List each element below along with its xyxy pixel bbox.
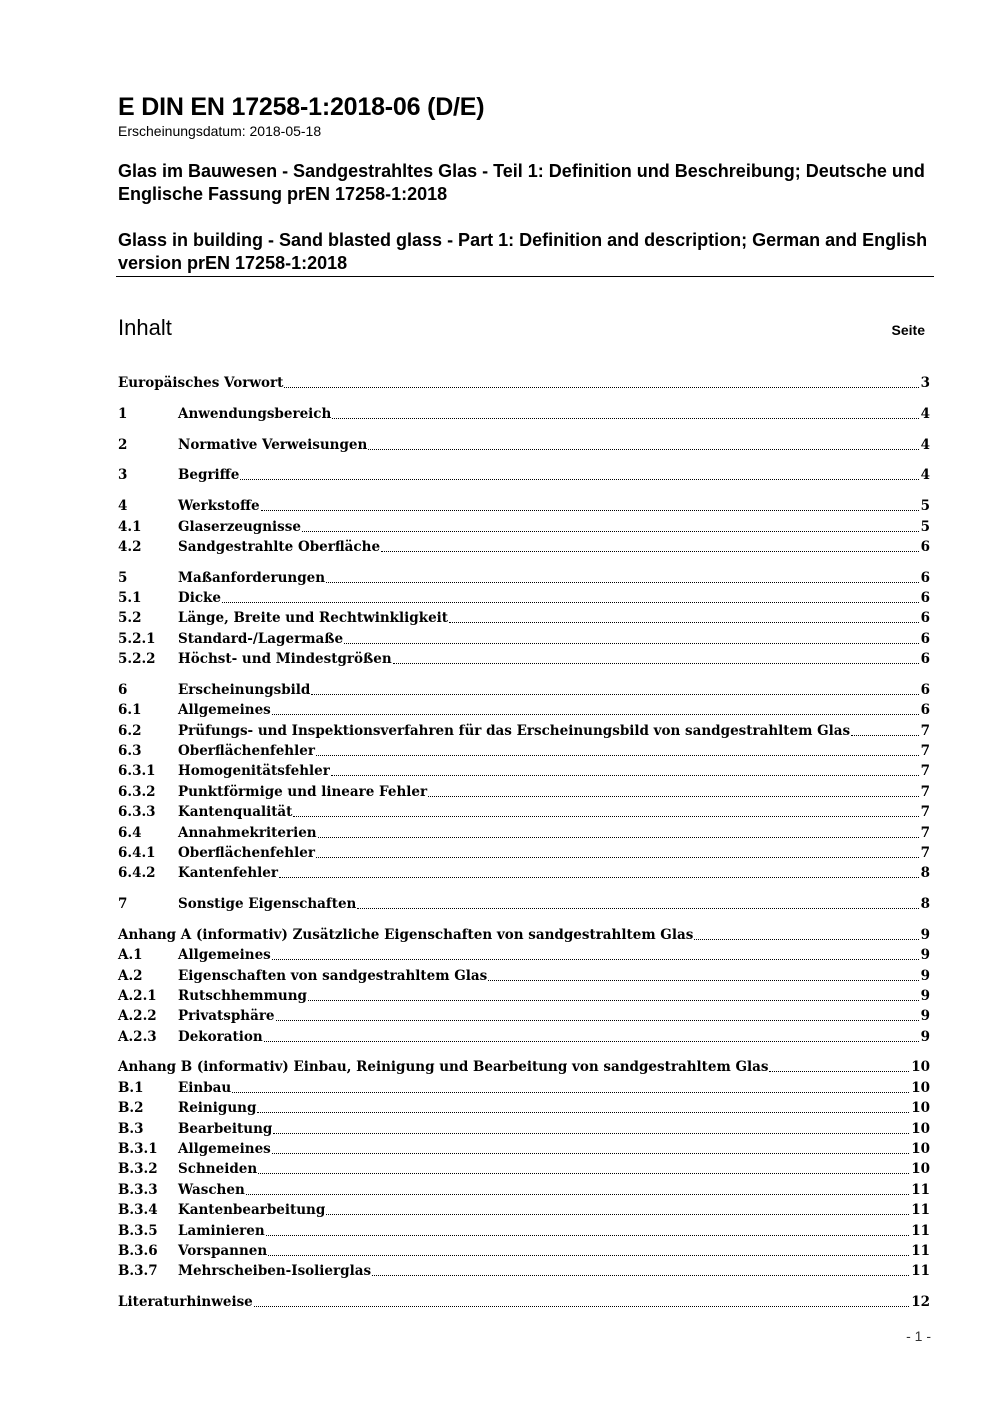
toc-entry-number: A.2.1 [118, 987, 157, 1004]
header-divider [116, 276, 934, 277]
toc-entry-number: 3 [118, 467, 128, 484]
toc-entry-number: 6.3.1 [118, 763, 156, 780]
table-of-contents [118, 372, 930, 1311]
toc-dot-leader [279, 877, 919, 878]
toc-entry-page: 7 [920, 804, 930, 821]
toc-dot-leader [316, 857, 919, 858]
toc-page-column-label: Seite [891, 322, 925, 338]
toc-dot-leader [372, 1275, 909, 1276]
toc-entry-number: A.2.2 [118, 1008, 157, 1025]
toc-entry[interactable] [118, 1097, 930, 1117]
toc-entry-page: 9 [920, 987, 930, 1004]
toc-entry-title: Einbau [178, 1079, 232, 1096]
toc-entry-number: B.3.3 [118, 1181, 158, 1198]
toc-entry-page: 6 [920, 590, 930, 606]
toc-entry-number: 6.3.3 [118, 804, 156, 821]
toc-entry-number: 4 [118, 498, 128, 515]
toc-entry[interactable] [118, 1056, 930, 1076]
toc-entry-page: 10 [911, 1100, 930, 1117]
toc-entry[interactable] [118, 1158, 930, 1178]
toc-entry-page: 7 [920, 743, 930, 760]
toc-dot-leader [344, 643, 919, 644]
toc-entry[interactable] [118, 678, 930, 698]
toc-dot-leader [851, 735, 918, 736]
toc-entry-title: Privatsphäre [178, 1008, 275, 1025]
toc-entry[interactable] [118, 893, 930, 913]
toc-entry-title: Homogenitätsfehler [178, 763, 330, 780]
toc-dot-leader [272, 1153, 909, 1154]
toc-entry-page: 7 [920, 824, 930, 841]
toc-dot-leader [293, 816, 918, 817]
toc-entry-number: 7 [118, 896, 128, 913]
toc-entry-number: 5.1 [118, 590, 142, 606]
toc-entry-title: Normative Verweisungen [178, 436, 368, 453]
toc-entry-title: Europäisches Vorwort [118, 375, 284, 392]
toc-entry[interactable] [118, 1240, 930, 1260]
toc-entry-page: 3 [920, 375, 930, 392]
toc-entry-number: B.1 [118, 1079, 144, 1096]
toc-entry-page: 11 [911, 1222, 930, 1239]
toc-entry[interactable] [118, 1178, 930, 1198]
toc-entry-number: 6.1 [118, 702, 142, 719]
toc-dot-leader [240, 479, 918, 480]
toc-entry-title: Anhang B (informativ) Einbau, Reinigung und Bearbeitung von sandgestrahltem Glas [118, 1059, 769, 1076]
toc-entry-page: 11 [911, 1263, 930, 1280]
toc-dot-leader [222, 602, 919, 603]
toc-entry-page: 7 [920, 722, 930, 739]
toc-entry[interactable] [118, 780, 930, 800]
toc-entry-title: Oberflächenfehler [178, 743, 315, 760]
toc-entry-page: 5 [920, 518, 930, 535]
toc-entry[interactable] [118, 1199, 930, 1219]
toc-dot-leader [246, 1194, 909, 1195]
toc-entry-number: 6.4.1 [118, 844, 156, 861]
toc-entry[interactable] [118, 923, 930, 943]
toc-entry[interactable] [118, 1260, 930, 1280]
toc-entry[interactable] [118, 1291, 930, 1311]
toc-entry-number: B.3.2 [118, 1161, 158, 1178]
toc-entry[interactable] [118, 403, 930, 423]
toc-entry-page: 4 [920, 436, 930, 453]
toc-entry-page: 10 [911, 1059, 930, 1076]
toc-entry-page: 8 [920, 865, 930, 882]
toc-entry-page: 4 [920, 406, 930, 423]
toc-entry[interactable] [118, 944, 930, 964]
toc-entry[interactable] [118, 464, 930, 484]
toc-entry-title: Sandgestrahlte Oberfläche [178, 538, 381, 555]
toc-entry-title: Dekoration [178, 1028, 263, 1045]
toc-dot-leader [326, 1214, 909, 1215]
toc-dot-leader [316, 755, 919, 756]
toc-entry[interactable] [118, 495, 930, 515]
toc-entry[interactable] [118, 1005, 930, 1025]
toc-entry[interactable] [118, 515, 930, 535]
toc-entry-page: 10 [911, 1079, 930, 1096]
toc-dot-leader [284, 387, 918, 388]
toc-entry-page: 6 [920, 651, 930, 668]
toc-dot-leader [449, 622, 919, 623]
toc-entry[interactable] [118, 964, 930, 984]
toc-entry-title: Kantenfehler [178, 865, 278, 882]
toc-entry-title: Anwendungsbereich [178, 406, 332, 423]
toc-dot-leader [357, 908, 918, 909]
toc-entry-number: 6.4.2 [118, 865, 156, 882]
toc-dot-leader [232, 1092, 909, 1093]
toc-entry[interactable] [118, 1076, 930, 1096]
toc-dot-leader [326, 582, 919, 583]
toc-entry[interactable] [118, 699, 930, 719]
toc-entry-page: 11 [911, 1242, 930, 1259]
toc-entry-page: 6 [920, 681, 930, 698]
toc-entry-number: 2 [118, 436, 128, 453]
toc-entry-page: 9 [920, 967, 930, 984]
toc-entry-title: Dicke [178, 590, 221, 606]
toc-entry-page: 6 [920, 569, 930, 586]
toc-entry[interactable] [118, 1138, 930, 1158]
toc-entry-page: 8 [920, 896, 930, 913]
toc-dot-leader [428, 796, 918, 797]
toc-entry-number: A.1 [118, 947, 143, 964]
toc-dot-leader [318, 837, 919, 838]
toc-entry[interactable] [118, 862, 930, 882]
toc-dot-leader [311, 694, 918, 695]
toc-dot-leader [488, 980, 918, 981]
toc-dot-leader [331, 775, 919, 776]
toc-entry-number: 4.1 [118, 518, 142, 535]
toc-entry-number: B.2 [118, 1100, 144, 1117]
toc-entry-number: 5.2 [118, 610, 142, 627]
title-german: Glas im Bauwesen - Sandgestrahltes Glas - Teil 1: Definition und Beschreibung; Deutsche und Englische Fassung prEN 17258-1:2018 [118, 161, 925, 204]
toc-entry-page: 4 [920, 467, 930, 484]
toc-entry-title: Maßanforderungen [178, 569, 326, 586]
toc-dot-leader [254, 1306, 909, 1307]
toc-entry[interactable] [118, 719, 930, 739]
toc-entry[interactable] [118, 985, 930, 1005]
toc-entry-page: 9 [920, 1028, 930, 1045]
toc-entry-number: B.3.7 [118, 1263, 158, 1280]
toc-heading: Inhalt [118, 315, 172, 340]
toc-entry[interactable] [118, 740, 930, 760]
toc-entry-page: 7 [920, 844, 930, 861]
toc-entry[interactable] [118, 648, 930, 668]
toc-entry-title: Waschen [178, 1181, 245, 1198]
toc-entry-title: Erscheinungsbild [178, 681, 311, 698]
toc-dot-leader [332, 418, 918, 419]
toc-dot-leader [302, 531, 919, 532]
toc-entry-title: Laminieren [178, 1222, 265, 1239]
toc-dot-leader [272, 714, 919, 715]
toc-dot-leader [273, 1133, 909, 1134]
toc-entry-title: Reinigung [178, 1100, 257, 1117]
toc-entry-number: 5.2.1 [118, 630, 156, 647]
toc-entry-title: Werkstoffe [178, 498, 260, 515]
toc-entry-page: 11 [911, 1181, 930, 1198]
toc-dot-leader [257, 1112, 909, 1113]
toc-entry-title: Annahmekriterien [178, 824, 317, 841]
toc-entry-page: 11 [911, 1202, 930, 1219]
toc-entry-page: 10 [911, 1120, 930, 1137]
toc-entry-title: Anhang A (informativ) Zusätzliche Eigenschaften von sandgestrahltem Glas [118, 926, 694, 943]
toc-entry-title: Prüfungs- und Inspektionsverfahren für das Erscheinungsbild von sandgestrahltem Glas [178, 722, 851, 739]
toc-entry-number: B.3.5 [118, 1222, 158, 1239]
toc-entry-page: 10 [911, 1161, 930, 1178]
toc-entry-number: B.3.6 [118, 1242, 158, 1259]
toc-entry-page: 9 [920, 926, 930, 943]
toc-entry-number: B.3 [118, 1120, 144, 1137]
toc-dot-leader [258, 1173, 909, 1174]
toc-entry[interactable] [118, 587, 930, 607]
toc-entry-title: Mehrscheiben-Isolierglas [178, 1263, 372, 1280]
toc-entry-page: 6 [920, 538, 930, 555]
toc-entry-title: Bearbeitung [178, 1120, 273, 1137]
toc-dot-leader [381, 551, 919, 552]
toc-entry[interactable] [118, 801, 930, 821]
toc-entry-number: 5 [118, 569, 128, 586]
toc-dot-leader [268, 1255, 909, 1256]
toc-entry-number: A.2 [118, 967, 143, 984]
toc-entry-title: Allgemeines [178, 702, 271, 719]
toc-entry-title: Kantenqualität [178, 804, 293, 821]
toc-entry-page: 9 [920, 1008, 930, 1025]
toc-entry-title: Allgemeines [178, 947, 271, 964]
toc-entry-page: 6 [920, 702, 930, 719]
toc-entry-page: 5 [920, 498, 930, 515]
toc-entry-number: 6 [118, 681, 128, 698]
toc-entry-page: 10 [911, 1140, 930, 1157]
toc-entry[interactable] [118, 1117, 930, 1137]
toc-entry-number: 5.2.2 [118, 651, 156, 668]
toc-entry[interactable] [118, 566, 930, 586]
toc-entry[interactable] [118, 536, 930, 556]
toc-dot-leader [393, 663, 919, 664]
toc-dot-leader [694, 939, 918, 940]
toc-entry[interactable] [118, 1025, 930, 1045]
toc-entry-page: 7 [920, 763, 930, 780]
toc-entry-number: 6.3.2 [118, 783, 156, 800]
toc-entry-title: Sonstige Eigenschaften [178, 896, 357, 913]
toc-entry-page: 9 [920, 947, 930, 964]
toc-entry[interactable] [118, 433, 930, 453]
toc-entry-title: Höchst- und Mindestgrößen [178, 651, 392, 668]
document-id: E DIN EN 17258-1:2018-06 (D/E) [118, 93, 485, 121]
toc-entry-title: Eigenschaften von sandgestrahltem Glas [178, 967, 488, 984]
toc-entry-number: B.3.4 [118, 1202, 158, 1219]
toc-entry-title: Glaserzeugnisse [178, 518, 301, 535]
toc-dot-leader [769, 1071, 909, 1072]
toc-entry[interactable] [118, 760, 930, 780]
toc-entry-title: Standard-/Lagermaße [178, 630, 344, 647]
title-english: Glass in building - Sand blasted glass - Part 1: Definition and description; German and English version prEN 17258-1:2018 [118, 230, 928, 273]
toc-entry-title: Begriffe [178, 467, 240, 484]
toc-dot-leader [266, 1235, 910, 1236]
toc-dot-leader [368, 449, 918, 450]
toc-entry-page: 12 [911, 1293, 930, 1310]
toc-entry[interactable] [118, 607, 930, 627]
toc-entry-title: Rutschhemmung [178, 987, 307, 1004]
toc-entry[interactable] [118, 821, 930, 841]
toc-entry-title: Punktförmige und lineare Fehler [178, 783, 428, 800]
page-number: - 1 - [906, 1328, 931, 1344]
toc-entry-title: Oberflächenfehler [178, 844, 315, 861]
publication-date: Erscheinungsdatum: 2018-05-18 [118, 123, 322, 139]
toc-entry-page: 6 [920, 630, 930, 647]
toc-entry[interactable] [118, 627, 930, 647]
toc-entry-title: Länge, Breite und Rechtwinkligkeit [178, 610, 449, 627]
toc-entry-number: 4.2 [118, 538, 142, 555]
toc-entry-page: 7 [920, 783, 930, 800]
toc-entry[interactable] [118, 372, 930, 392]
toc-entry-title: Literaturhinweise [118, 1293, 253, 1310]
toc-dot-leader [308, 1000, 919, 1001]
toc-entry-number: B.3.1 [118, 1140, 158, 1157]
toc-entry[interactable] [118, 1219, 930, 1239]
toc-entry-number: 6.2 [118, 722, 142, 739]
toc-entry[interactable] [118, 842, 930, 862]
toc-dot-leader [276, 1020, 919, 1021]
toc-dot-leader [264, 1041, 919, 1042]
toc-entry-number: 6.4 [118, 824, 142, 841]
toc-entry-number: 6.3 [118, 743, 142, 760]
toc-entry-title: Kantenbearbeitung [178, 1202, 326, 1219]
toc-dot-leader [272, 959, 919, 960]
toc-entry-title: Schneiden [178, 1161, 258, 1178]
toc-entry-number: 1 [118, 406, 128, 423]
toc-dot-leader [261, 510, 919, 511]
toc-entry-title: Allgemeines [178, 1140, 271, 1157]
toc-entry-page: 6 [920, 610, 930, 627]
toc-entry-title: Vorspannen [178, 1242, 268, 1259]
toc-entry-number: A.2.3 [118, 1028, 157, 1045]
